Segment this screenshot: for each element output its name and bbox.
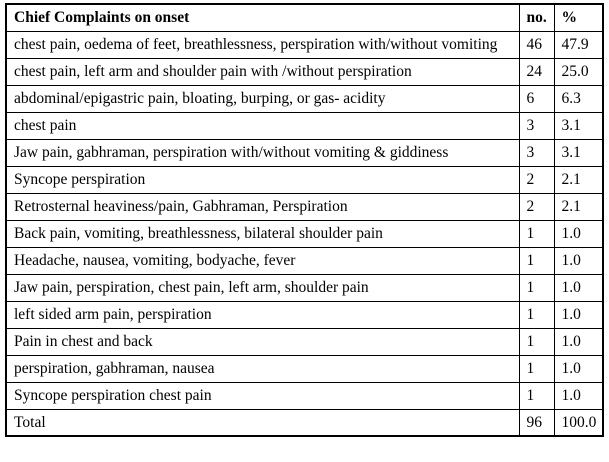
table-row bbox=[6, 31, 603, 58]
percent-cell: 1.0 bbox=[554, 301, 603, 328]
count-cell: 1 bbox=[519, 274, 554, 301]
table-row bbox=[6, 139, 603, 166]
table-row bbox=[6, 274, 603, 301]
percent-cell: 3.1 bbox=[554, 112, 603, 139]
table-row bbox=[6, 409, 603, 436]
count-cell: 2 bbox=[519, 166, 554, 193]
count-cell: 1 bbox=[519, 220, 554, 247]
complaint-cell: Syncope perspiration bbox=[6, 166, 519, 193]
complaint-cell: Total bbox=[6, 409, 519, 436]
percent-cell: 1.0 bbox=[554, 220, 603, 247]
complaint-cell: Retrosternal heaviness/pain, Gabhraman, Perspiration bbox=[6, 193, 519, 220]
table-row bbox=[6, 58, 603, 85]
count-cell: 1 bbox=[519, 328, 554, 355]
count-cell: 1 bbox=[519, 301, 554, 328]
table-row bbox=[6, 220, 603, 247]
percent-cell: 6.3 bbox=[554, 85, 603, 112]
percent-cell: 2.1 bbox=[554, 193, 603, 220]
count-cell: 96 bbox=[519, 409, 554, 436]
count-cell: 46 bbox=[519, 31, 554, 58]
column-header-percent: % bbox=[554, 4, 603, 31]
count-cell: 1 bbox=[519, 382, 554, 409]
percent-cell: 47.9 bbox=[554, 31, 603, 58]
table-row bbox=[6, 328, 603, 355]
table-row bbox=[6, 85, 603, 112]
count-cell: 6 bbox=[519, 85, 554, 112]
table-row bbox=[6, 382, 603, 409]
count-cell: 1 bbox=[519, 355, 554, 382]
complaint-cell: perspiration, gabhraman, nausea bbox=[6, 355, 519, 382]
complaint-cell: Jaw pain, gabhraman, perspiration with/without vomiting & giddiness bbox=[6, 139, 519, 166]
percent-cell: 2.1 bbox=[554, 166, 603, 193]
complaint-cell: Jaw pain, perspiration, chest pain, left arm, shoulder pain bbox=[6, 274, 519, 301]
table-row bbox=[6, 301, 603, 328]
count-cell: 24 bbox=[519, 58, 554, 85]
count-cell: 3 bbox=[519, 139, 554, 166]
table-row bbox=[6, 355, 603, 382]
percent-cell: 1.0 bbox=[554, 355, 603, 382]
table-row bbox=[6, 193, 603, 220]
count-cell: 2 bbox=[519, 193, 554, 220]
table-row bbox=[6, 166, 603, 193]
table-row bbox=[6, 247, 603, 274]
complaint-cell: abdominal/epigastric pain, bloating, burping, or gas- acidity bbox=[6, 85, 519, 112]
percent-cell: 100.0 bbox=[554, 409, 603, 436]
percent-cell: 1.0 bbox=[554, 382, 603, 409]
column-header-complaints: Chief Complaints on onset bbox=[6, 4, 519, 31]
complaint-cell: chest pain, left arm and shoulder pain with /without perspiration bbox=[6, 58, 519, 85]
count-cell: 1 bbox=[519, 247, 554, 274]
count-cell: 3 bbox=[519, 112, 554, 139]
complaint-cell: Syncope perspiration chest pain bbox=[6, 382, 519, 409]
percent-cell: 3.1 bbox=[554, 139, 603, 166]
percent-cell: 1.0 bbox=[554, 274, 603, 301]
complaint-cell: Headache, nausea, vomiting, bodyache, fever bbox=[6, 247, 519, 274]
column-header-count: no. bbox=[519, 4, 554, 31]
complaint-cell: Back pain, vomiting, breathlessness, bilateral shoulder pain bbox=[6, 220, 519, 247]
complaint-cell: Pain in chest and back bbox=[6, 328, 519, 355]
percent-cell: 1.0 bbox=[554, 247, 603, 274]
complaint-cell: chest pain, oedema of feet, breathlessness, perspiration with/without vomiting bbox=[6, 31, 519, 58]
chief-complaints-table bbox=[5, 3, 604, 437]
complaint-cell: chest pain bbox=[6, 112, 519, 139]
table-body bbox=[6, 31, 603, 436]
complaint-cell: left sided arm pain, perspiration bbox=[6, 301, 519, 328]
percent-cell: 25.0 bbox=[554, 58, 603, 85]
percent-cell: 1.0 bbox=[554, 328, 603, 355]
header-row bbox=[6, 4, 603, 31]
table-row bbox=[6, 112, 603, 139]
